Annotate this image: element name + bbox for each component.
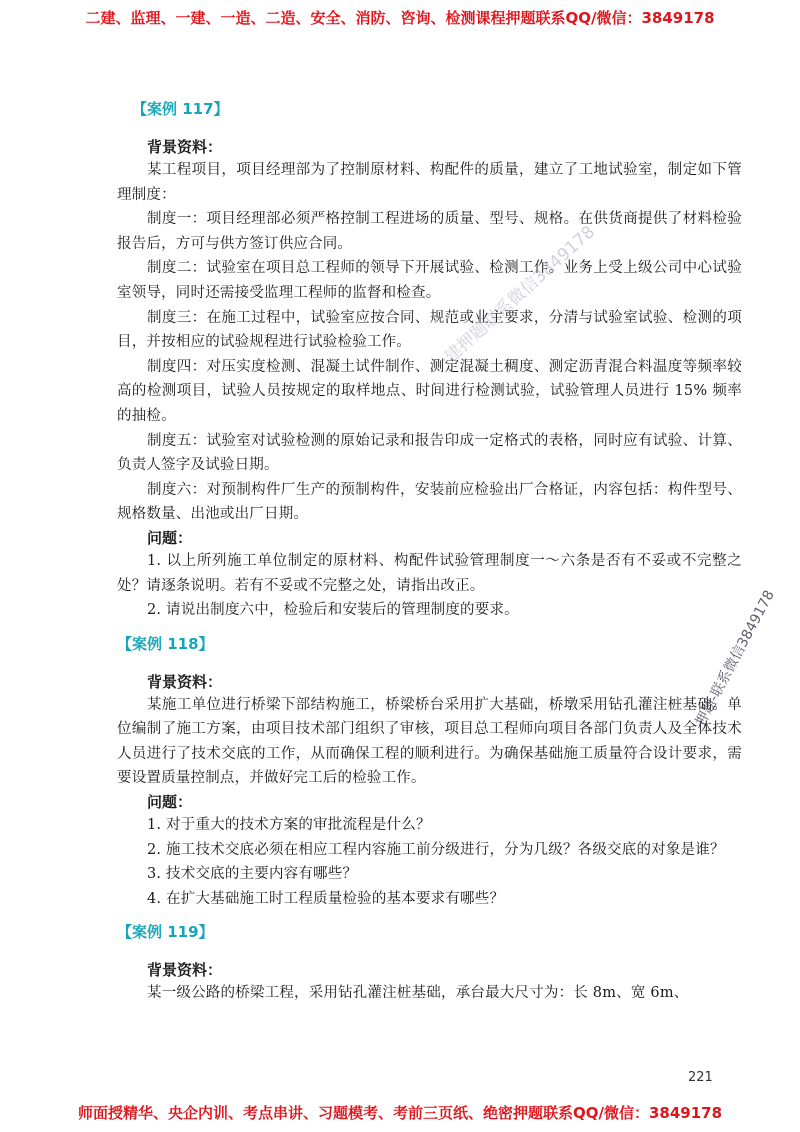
case-117-questions-label: 问题： bbox=[147, 528, 193, 547]
case-119-background-label: 背景资料： bbox=[147, 961, 223, 980]
case-118-question-3: 3. 技术交底的主要内容有哪些？ bbox=[147, 866, 358, 883]
bottom-promo-banner: 师面授精华、央企内训、考点串讲、习题模考、考前三页纸、绝密押题联系QQ/微信：3849178 bbox=[77, 1104, 723, 1122]
case-117-question-2: 2. 请说出制度六中，检验后和安装后的管理制度的要求。 bbox=[147, 602, 519, 619]
case-117-rule-5: 制度五：试验室对试验检测的原始记录和报告印成一定格式的表格，同时应有试验、计算、负责人签字及试验日期。 bbox=[117, 432, 742, 474]
case-117-background-label: 背景资料： bbox=[147, 138, 223, 156]
case-117-rule-6: 制度六：对预制构件厂生产的预制构件，安装前应检验出厂合格证，内容包括：构件型号、规格数量、出池或出厂日期。 bbox=[117, 481, 742, 523]
page-content bbox=[117, 98, 742, 1006]
case-117-rule-4: 制度四：对压实度检测、混凝土试件制作、测定混凝土稠度、测定沥青混合料温度等频率较高的检测项目，试验人员按规定的取样地点、时间进行检测试验，试验管理人员进行 15% 频率的抽检。 bbox=[117, 358, 742, 424]
case-119-background-paragraph: 某一级公路的桥梁工程，采用钻孔灌注桩基础，承台最大尺寸为：长 8m、宽 6m、 bbox=[147, 985, 689, 1002]
case-117-background-paragraph: 某工程项目，项目经理部为了控制原材料、构配件的质量，建立了工地试验室，制定如下管理制度： bbox=[117, 162, 742, 203]
watermark-text: 一建押题联系微信3849178 bbox=[428, 222, 600, 379]
watermark-side-text: 押题-联系微信3849178 bbox=[692, 587, 778, 729]
case-118-background-paragraph: 某施工单位进行桥梁下部结构施工，桥梁桥台采用扩大基础，桥墩采用钻孔灌注桩基础。单位编制了施工方案，由项目技术部门组织了审核，项目总工程师向项目各部门负责人及全体技术人员进行了技术交底的工作，从而确保工程的顺利进行。为确保基础施工质量符合设计要求，需要设置质量控制点，并做好完工后的检验工作。 bbox=[117, 696, 742, 787]
case-118-question-1: 1. 对于重大的技术方案的审批流程是什么？ bbox=[147, 817, 431, 834]
case-118-background-label: 背景资料： bbox=[147, 672, 223, 691]
case-117-title: 【案例 117】 bbox=[132, 100, 229, 118]
case-117-question-1: 1. 以上所列施工单位制定的原材料、构配件试验管理制度一～六条是否有不妥或不完整之处？请逐条说明。若有不妥或不完整之处，请指出改正。 bbox=[117, 552, 742, 594]
case-119-title: 【案例 119】 bbox=[117, 923, 214, 942]
top-promo-banner: 二建、监理、一建、一造、二造、安全、消防、咨询、检测课程押题联系QQ/微信：3849178 bbox=[85, 9, 715, 27]
page-number: 221 bbox=[688, 1070, 713, 1085]
case-118-title: 【案例 118】 bbox=[117, 634, 214, 653]
case-117-rule-2: 制度二：试验室在项目总工程师的领导下开展试验、检测工作。业务上受上级公司中心试验室领导，同时还需接受监理工程师的监督和检查。 bbox=[117, 260, 742, 301]
case-118-question-2: 2. 施工技术交底必须在相应工程内容施工前分级进行，分为几级？各级交底的对象是谁？ bbox=[147, 841, 725, 858]
case-118-question-4: 4. 在扩大基础施工时工程质量检验的基本要求有哪些？ bbox=[147, 890, 505, 907]
case-117-rule-1: 制度一：项目经理部必须严格控制工程进场的质量、型号、规格。在供货商提供了材料检验报告后，方可与供方签订供应合同。 bbox=[117, 211, 742, 252]
case-118-questions-label: 问题： bbox=[147, 793, 193, 812]
case-117-rule-3: 制度三：在施工过程中，试验室应按合同、规范或业主要求，分清与试验室试验、检测的项目，并按相应的试验规程进行试验检验工作。 bbox=[117, 309, 742, 351]
